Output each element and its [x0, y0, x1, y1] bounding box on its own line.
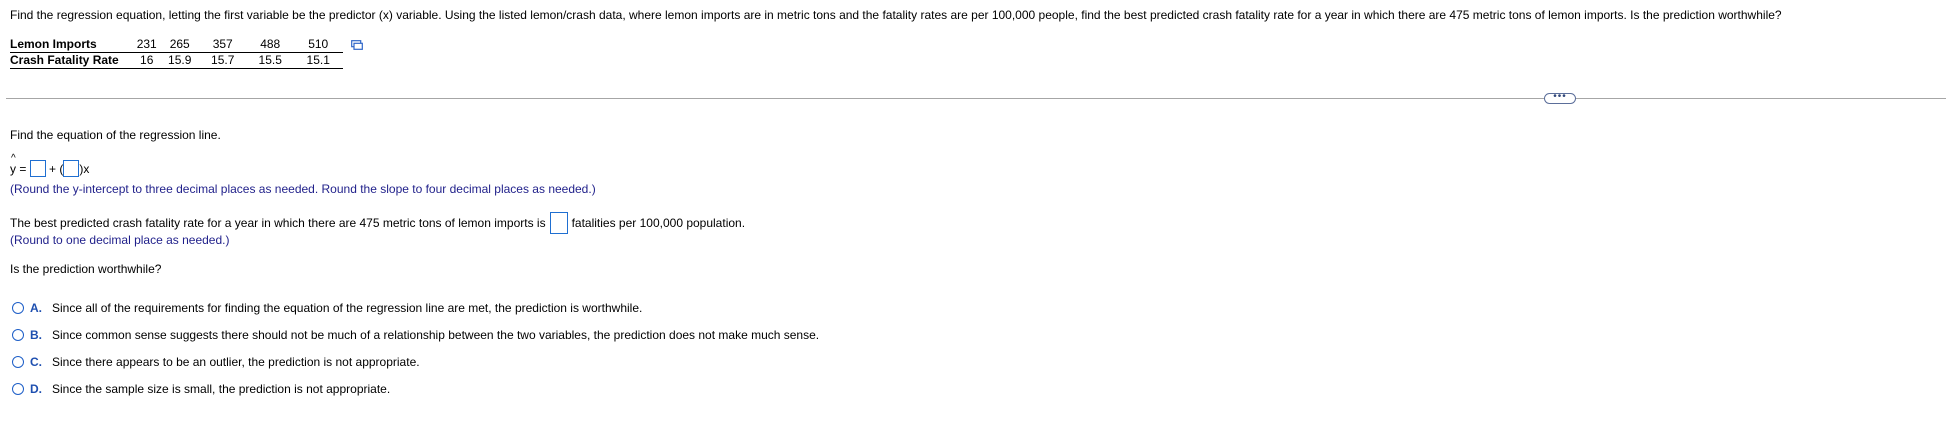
option-a[interactable]: [12, 301, 642, 315]
option-d[interactable]: [12, 382, 390, 396]
option-letter: C.: [30, 355, 42, 369]
hat-mark: ^: [11, 152, 16, 164]
slope-input[interactable]: [63, 160, 79, 177]
radio-icon[interactable]: [12, 329, 24, 341]
table-cell: 488: [247, 37, 294, 53]
option-text: Since there appears to be an outlier, the prediction is not appropriate.: [52, 355, 420, 369]
y-label: y: [10, 161, 16, 176]
part1-prompt: Find the equation of the regression line.: [10, 128, 221, 142]
predicted-rate-input[interactable]: [550, 212, 568, 234]
table-cell: 15.9: [168, 53, 192, 67]
table-cell: 357: [199, 37, 247, 53]
y-hat-symbol: [10, 152, 16, 176]
option-b[interactable]: [12, 328, 819, 342]
part1-rounding-note: (Round the y-intercept to three decimal places as needed. Round the slope to four decimal places as needed.): [10, 182, 596, 196]
plus-sign: + (: [45, 161, 64, 176]
radio-icon[interactable]: [12, 356, 24, 368]
data-table: [10, 37, 343, 69]
row-label-lemon-imports: Lemon Imports: [10, 37, 133, 53]
part2-prompt: The best predicted crash fatality rate for a year in which there are 475 metric tons of lemon imports is: [10, 216, 546, 230]
radio-icon[interactable]: [12, 302, 24, 314]
option-letter: B.: [30, 328, 42, 342]
option-letter: D.: [30, 382, 42, 396]
part3-prompt: Is the prediction worthwhile?: [10, 262, 162, 276]
table-cell: 16: [140, 53, 154, 67]
intercept-input[interactable]: [30, 160, 46, 177]
part2-row: [10, 212, 745, 234]
table-cell: 510: [294, 37, 343, 53]
part2-rounding-note: (Round to one decimal place as needed.): [10, 233, 230, 247]
more-options-button[interactable]: •••: [1544, 93, 1576, 104]
option-text: Since all of the requirements for finding the equation of the regression line are met, the prediction is worthwhile.: [52, 301, 643, 315]
table-cell: 15.5: [258, 53, 282, 67]
copy-data-icon[interactable]: [351, 40, 363, 50]
row-label-crash-fatality-rate: Crash Fatality Rate: [10, 53, 119, 67]
regression-equation: [10, 152, 90, 177]
option-letter: A.: [30, 301, 42, 315]
option-c[interactable]: [12, 355, 420, 369]
table-cell: 15.7: [211, 53, 235, 67]
table-row: [10, 37, 343, 53]
table-row: [10, 53, 343, 69]
table-cell: 265: [161, 37, 199, 53]
equals-sign: =: [16, 161, 30, 176]
question-text: Find the regression equation, letting the first variable be the predictor (x) variable. Using the listed lemon/crash data, where lemon imports are in metric tons and the fatality rates are per 100,000 people, find the best predicted crash fatality rate for a year in which there are 475 metric tons of lemon imports. Is the prediction worthwhile?: [10, 8, 1782, 22]
radio-icon[interactable]: [12, 383, 24, 395]
section-divider: [6, 98, 1946, 99]
table-cell: 231: [133, 37, 161, 53]
x-term: )x: [79, 161, 90, 176]
table-cell: 15.1: [306, 53, 330, 67]
part2-units: fatalities per 100,000 population.: [571, 216, 746, 230]
option-text: Since the sample size is small, the prediction is not appropriate.: [52, 382, 391, 396]
option-text: Since common sense suggests there should not be much of a relationship between the two variables, the prediction does not make much sense.: [52, 328, 820, 342]
